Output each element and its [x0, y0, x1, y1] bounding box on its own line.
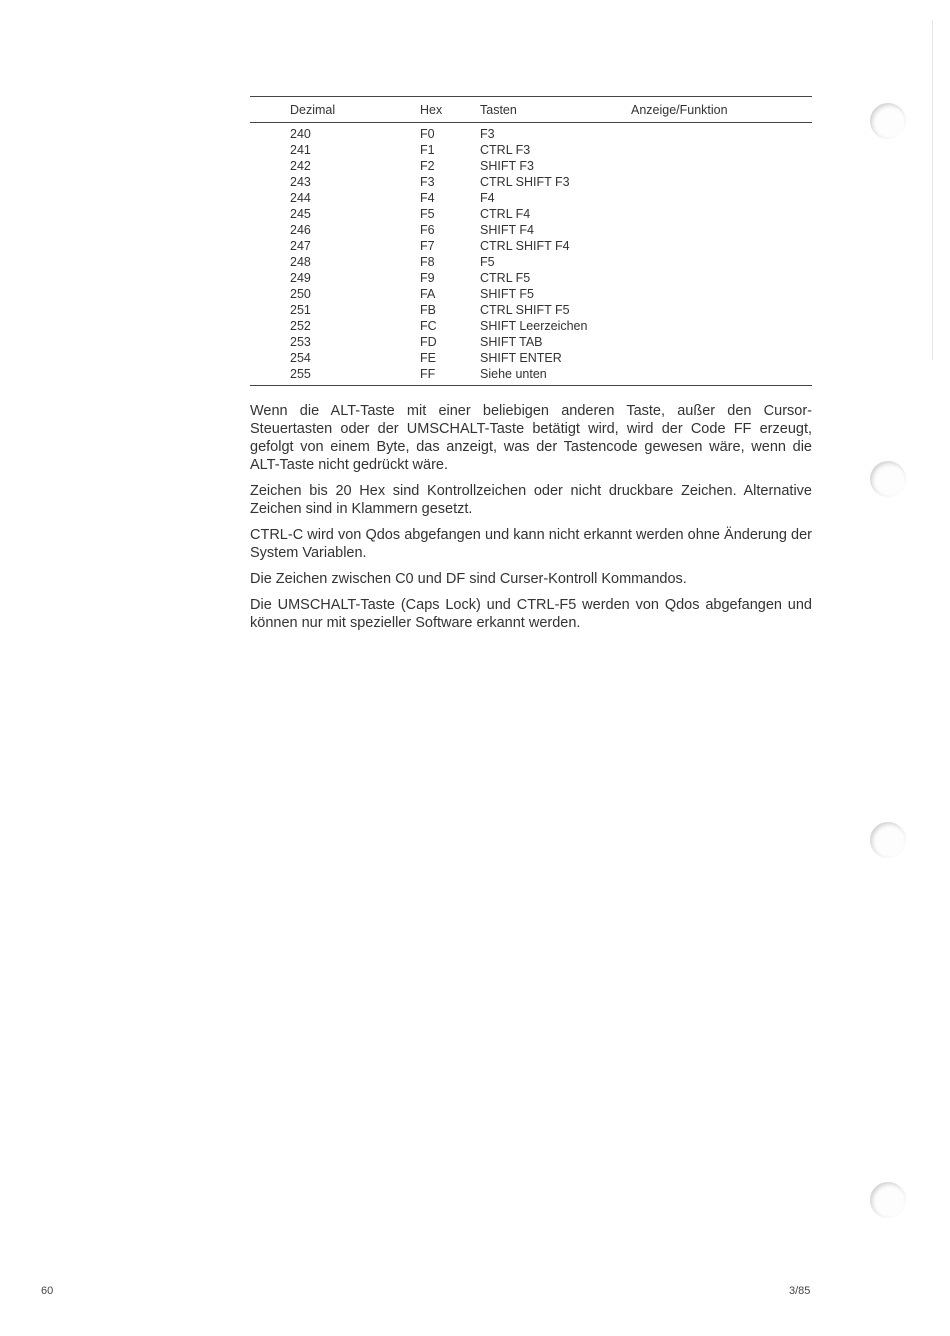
table-row — [250, 254, 812, 270]
cell-hex: FE — [420, 351, 436, 365]
cell-tasten: SHIFT TAB — [480, 335, 543, 349]
cell-dezimal: 249 — [290, 271, 311, 285]
table-row — [250, 206, 812, 222]
page-date: 3/85 — [789, 1285, 811, 1297]
cell-tasten: F3 — [480, 127, 495, 141]
cell-hex: F9 — [420, 271, 435, 285]
cell-dezimal: 255 — [250, 366, 420, 386]
table-row — [250, 318, 812, 334]
cell-dezimal: 252 — [290, 319, 311, 333]
cell-anzeige — [631, 238, 812, 254]
table-row — [250, 142, 812, 158]
cell-anzeige — [631, 158, 812, 174]
cell-dezimal: 253 — [290, 335, 311, 349]
page-edge-line — [932, 20, 933, 360]
cell-tasten: F4 — [480, 191, 495, 205]
cell-tasten: CTRL SHIFT F4 — [480, 239, 570, 253]
cell-anzeige — [631, 190, 812, 206]
cell-hex: FA — [420, 287, 436, 301]
table-row — [250, 222, 812, 238]
cell-dezimal: 244 — [290, 191, 311, 205]
cell-hex: F6 — [420, 223, 435, 237]
cell-hex: F4 — [420, 191, 435, 205]
cell-hex: FF — [420, 366, 480, 386]
cell-tasten: CTRL SHIFT F5 — [480, 303, 570, 317]
cell-dezimal: 246 — [290, 223, 311, 237]
cell-anzeige — [631, 318, 812, 334]
header-anzeige-funktion: Anzeige/Funktion — [631, 97, 812, 123]
cell-tasten: F5 — [480, 255, 495, 269]
punch-hole-1 — [870, 103, 906, 139]
cell-hex: FD — [420, 335, 437, 349]
cell-anzeige — [631, 174, 812, 190]
cell-dezimal: 240 — [290, 127, 311, 141]
table-row — [250, 286, 812, 302]
table-row — [250, 350, 812, 366]
table-row — [250, 238, 812, 254]
cell-tasten: SHIFT F4 — [480, 223, 534, 237]
cell-dezimal: 254 — [290, 351, 311, 365]
header-tasten: Tasten — [480, 97, 631, 123]
cell-tasten: SHIFT F5 — [480, 287, 534, 301]
cell-hex: F7 — [420, 239, 435, 253]
cell-hex: F2 — [420, 159, 435, 173]
cell-tasten: CTRL SHIFT F3 — [480, 175, 570, 189]
cell-dezimal: 241 — [290, 143, 311, 157]
cell-hex: FC — [420, 319, 437, 333]
cell-tasten: SHIFT ENTER — [480, 351, 562, 365]
table-row — [250, 123, 812, 143]
cell-tasten: CTRL F5 — [480, 271, 531, 285]
cell-hex: FB — [420, 303, 436, 317]
table-row — [250, 174, 812, 190]
key-code-table — [250, 96, 812, 386]
cell-anzeige — [631, 302, 812, 318]
cell-anzeige — [631, 206, 812, 222]
cell-hex: F1 — [420, 143, 435, 157]
paragraph-alt-key: Wenn die ALT-Taste mit einer beliebigen anderen Taste, außer den Cursor-Steuertasten oder der UMSCHALT-Taste betätigt wird, wird der Code FF erzeugt, gefolgt von einem Byte, das anzeigt, was der Tastencode gewesen wäre, wenn die ALT-Taste nicht gedrückt wäre. — [250, 403, 812, 473]
paragraph-cursor-commands: Die Zeichen zwischen C0 und DF sind Curser-Kontroll Kommandos. — [250, 571, 687, 587]
punch-hole-2 — [870, 461, 906, 497]
page-number: 60 — [41, 1285, 54, 1297]
cell-anzeige — [631, 270, 812, 286]
cell-hex: F0 — [420, 127, 435, 141]
cell-dezimal: 247 — [290, 239, 311, 253]
cell-dezimal: 250 — [290, 287, 311, 301]
punch-hole-3 — [870, 822, 906, 858]
header-hex: Hex — [420, 97, 480, 123]
cell-anzeige — [631, 286, 812, 302]
cell-tasten: SHIFT F3 — [480, 159, 534, 173]
table-body — [250, 123, 812, 386]
cell-anzeige — [631, 366, 812, 386]
cell-dezimal: 248 — [290, 255, 311, 269]
table-row — [250, 158, 812, 174]
table-row — [250, 334, 812, 350]
cell-anzeige — [631, 350, 812, 366]
paragraph-control-chars: Zeichen bis 20 Hex sind Kontrollzeichen oder nicht druckbare Zeichen. Alternative Zeichen sind in Klammern gesetzt. — [250, 483, 812, 517]
cell-anzeige — [631, 334, 812, 350]
cell-anzeige — [631, 254, 812, 270]
cell-tasten: CTRL F3 — [480, 143, 531, 157]
cell-anzeige — [631, 123, 812, 143]
cell-dezimal: 243 — [290, 175, 311, 189]
table-row — [250, 190, 812, 206]
cell-dezimal: 245 — [290, 207, 311, 221]
cell-hex: F3 — [420, 175, 435, 189]
cell-tasten: SHIFT Leerzeichen — [480, 319, 588, 333]
table-header-row — [250, 97, 812, 123]
cell-tasten: CTRL F4 — [480, 207, 531, 221]
table-row — [250, 302, 812, 318]
cell-dezimal: 251 — [290, 303, 311, 317]
cell-anzeige — [631, 142, 812, 158]
cell-hex: F8 — [420, 255, 435, 269]
table-row — [250, 270, 812, 286]
cell-dezimal: 242 — [290, 159, 311, 173]
table-row — [250, 366, 812, 386]
punch-hole-4 — [870, 1182, 906, 1218]
cell-tasten: Siehe unten — [480, 366, 631, 386]
paragraph-caps-lock: Die UMSCHALT-Taste (Caps Lock) und CTRL-F5 werden von Qdos abgefangen und können nur mit spezieller Software erkannt werden. — [250, 597, 812, 631]
cell-anzeige — [631, 222, 812, 238]
header-dezimal: Dezimal — [250, 97, 420, 123]
paragraph-ctrl-c: CTRL-C wird von Qdos abgefangen und kann nicht erkannt werden ohne Änderung der System Variablen. — [250, 527, 812, 561]
explanation-text — [250, 402, 812, 640]
cell-hex: F5 — [420, 207, 435, 221]
